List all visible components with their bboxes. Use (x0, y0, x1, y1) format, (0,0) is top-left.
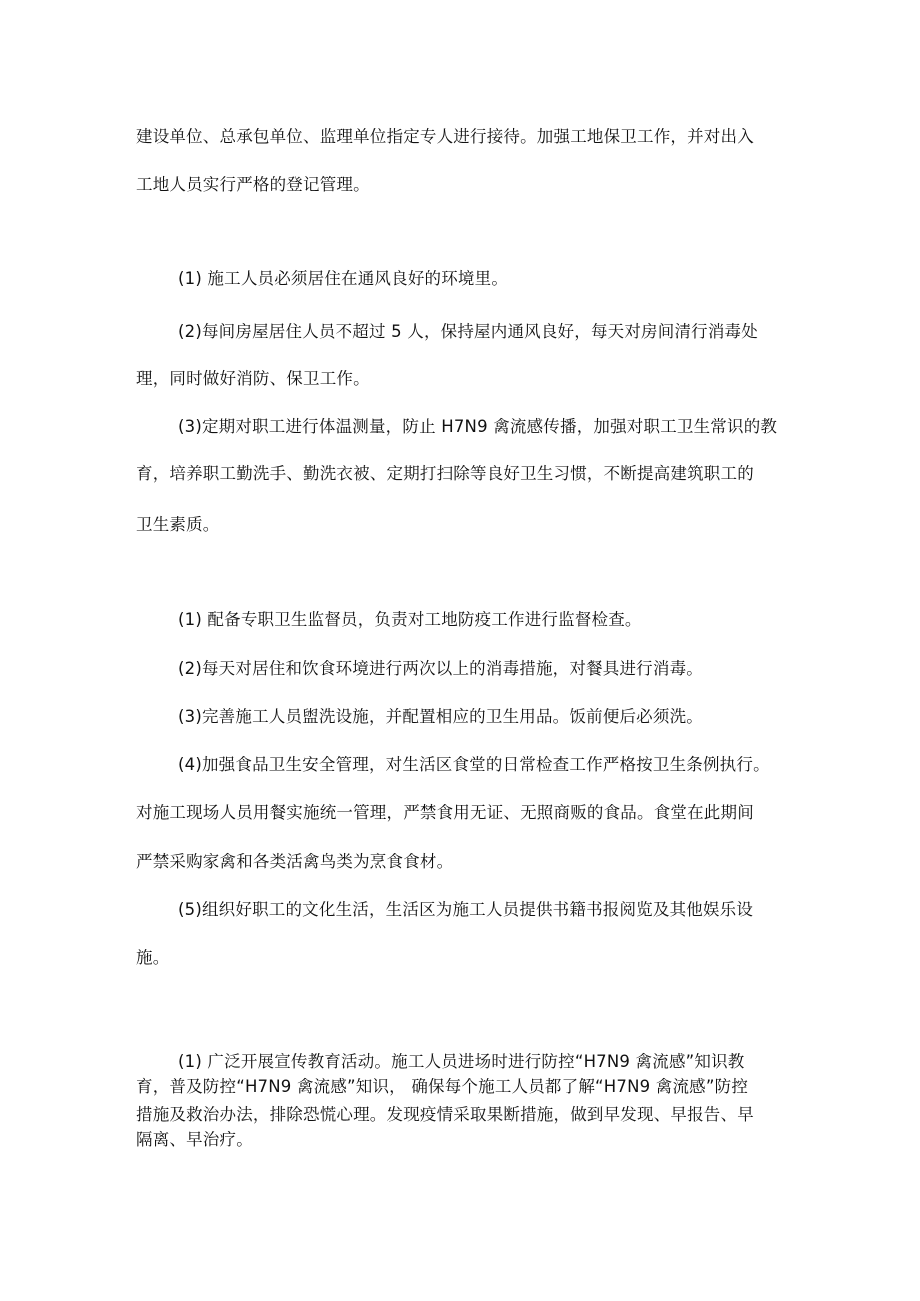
education-item-1-line-1: (1) 广泛开展宣传教育活动。施工人员进场时进行防控“H7N9 禽流感”知识教 (178, 1052, 745, 1071)
living-item-2-line-2: 理，同时做好消防、保卫工作。 (136, 369, 370, 388)
hygiene-item-3: (3)完善施工人员盥洗设施，并配置相应的卫生用品。饭前便后必须洗。 (178, 707, 703, 726)
hygiene-item-4-line-3: 严禁采购家禽和各类活禽鸟类为烹食食材。 (136, 852, 454, 871)
hygiene-item-4-line-1: (4)加强食品卫生安全管理，对生活区食堂的日常检查工作严格按卫生条例执行。 (178, 755, 770, 774)
living-item-3-line-3: 卫生素质。 (136, 515, 220, 534)
living-item-3-line-1: (3)定期对职工进行体温测量，防止 H7N9 禽流感传播，加强对职工卫生常识的教 (178, 417, 778, 436)
education-item-1-line-2: 育，普及防控“H7N9 禽流感”知识， 确保每个施工人员都了解“H7N9 禽流感”防控 (136, 1077, 749, 1096)
hygiene-item-5-line-2: 施。 (136, 948, 170, 967)
education-item-1-line-3: 措施及救治办法，排除恐慌心理。发现疫情采取果断措施，做到早发现、早报告、早 (136, 1105, 754, 1124)
living-item-3-line-2: 育，培养职工勤洗手、勤洗衣被、定期打扫除等良好卫生习惯，不断提高建筑职工的 (136, 464, 754, 483)
intro-line-2: 工地人员实行严格的登记管理。 (136, 175, 370, 194)
living-item-2-line-1: (2)每间房屋居住人员不超过 5 人，保持屋内通风良好，每天对房间清行消毒处 (178, 322, 758, 341)
living-item-1: (1) 施工人员必须居住在通风良好的环境里。 (178, 269, 509, 288)
intro-line-1: 建设单位、总承包单位、监理单位指定专人进行接待。加强工地保卫工作，并对出入 (136, 127, 754, 146)
education-item-1-line-4: 隔离、早治疗。 (136, 1130, 253, 1149)
hygiene-item-5-line-1: (5)组织好职工的文化生活，生活区为施工人员提供书籍书报阅览及其他娱乐设 (178, 900, 754, 919)
hygiene-item-2: (2)每天对居住和饮食环境进行两次以上的消毒措施，对餐具进行消毒。 (178, 659, 703, 678)
hygiene-item-4-line-2: 对施工现场人员用餐实施统一管理，严禁食用无证、无照商贩的食品。食堂在此期间 (136, 803, 754, 822)
hygiene-item-1: (1) 配备专职卫生监督员，负责对工地防疫工作进行监督检查。 (178, 610, 642, 629)
